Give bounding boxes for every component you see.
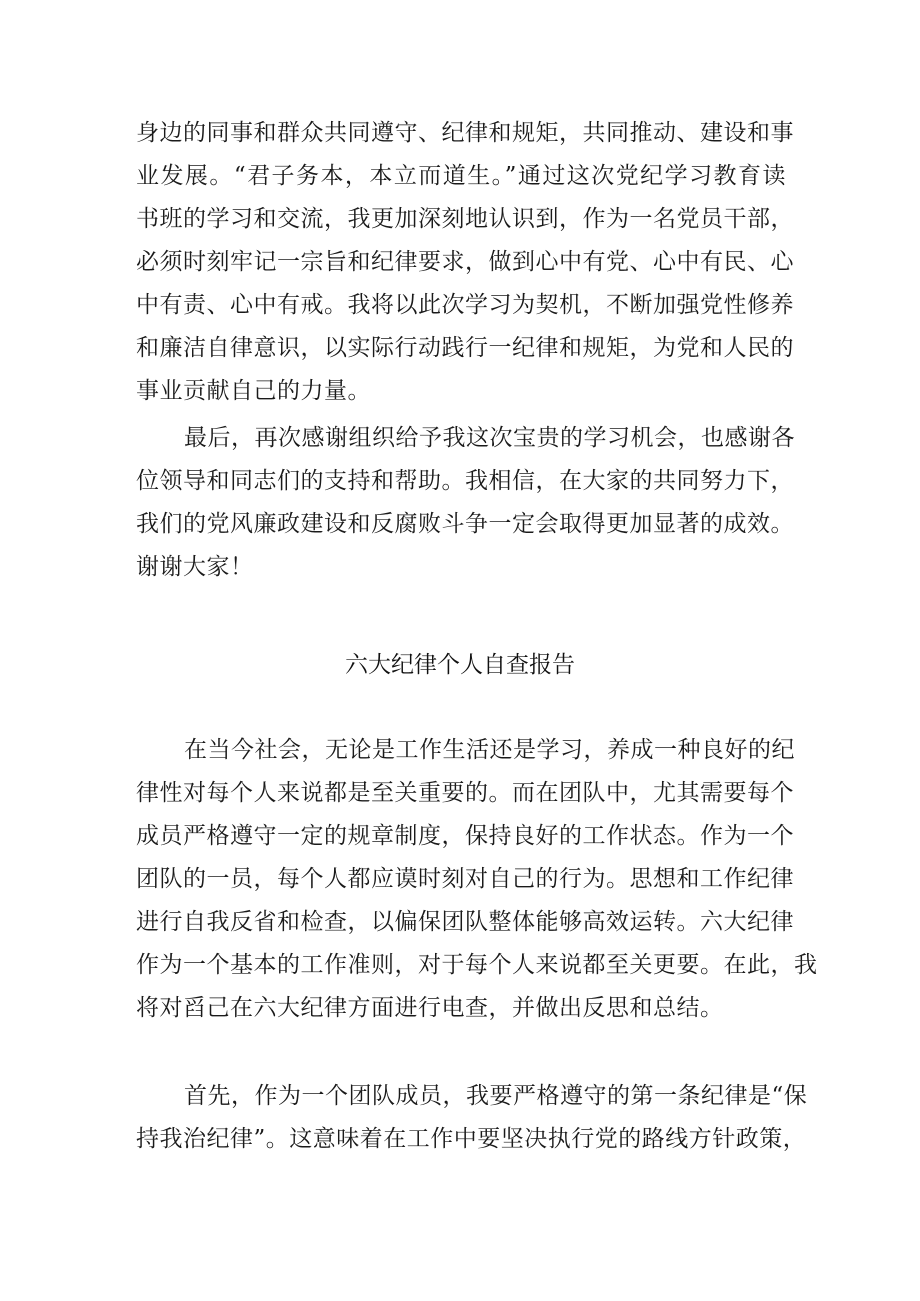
- paragraph-line: 事业贡献自己的力量。: [136, 378, 371, 404]
- paragraph-line: 首先，作为一个团队成员，我要严格遵守的第一条纪律是“保: [184, 1083, 808, 1109]
- paragraph-line: 团队的一员，每个人都应谟时刻对自己的行为。思想和工作纪律: [136, 866, 794, 892]
- paragraph-line: 作为一个基本的工作准则，对于每个人来说都至关更要。在此，我: [136, 952, 818, 978]
- paragraph-line: 书班的学习和交流，我更加深刻地认识到，作为一名党员干部，: [136, 206, 794, 232]
- paragraph-line: 成员严格遵守一定的规章制度，保持良好的工作状态。作为一个: [136, 823, 794, 849]
- paragraph-line: 进行自我反省和检查，以偏保团队整体能够高效运转。六大纪律: [136, 909, 794, 935]
- paragraph-line: 必须时刻牢记一宗旨和纪律要求，做到心中有党、心中有民、心: [136, 249, 794, 275]
- paragraph-line: 位领导和同志们的支持和帮助。我相信，在大家的共同努力下，: [136, 468, 794, 494]
- paragraph-line: 中有责、心中有戒。我将以此次学习为契机，不断加强党性修养: [136, 292, 794, 318]
- paragraph-line: 将对舀己在六大纪律方面进行电查，并做出反思和总结。: [136, 995, 724, 1021]
- section-title: 六大纪律个人自查报告: [345, 652, 575, 678]
- paragraph-line: 和廉洁自律意识，以实际行动践行一纪律和规矩，为党和人民的: [136, 335, 794, 361]
- paragraph-line: 身边的同事和群众共同遵守、纪律和规矩，共同推动、建设和事: [136, 120, 794, 146]
- paragraph-line: 最后，再次感谢组织给予我这次宝贵的学习机会，也感谢各: [184, 425, 795, 451]
- paragraph-line: 业发展。“君子务本，本立而道生。”通过这次党纪学习教育读: [136, 163, 786, 189]
- paragraph-line: 我们的党风廉政建设和反腐败斗争一定会取得更加显著的成效。: [136, 511, 794, 537]
- paragraph-line: 律性对每个人来说都是至关重要的。而在团队中，尤其需要每个: [136, 780, 794, 806]
- paragraph-line: 在当今社会，无论是工作生活还是学习，养成一种良好的纪: [184, 737, 795, 763]
- paragraph-line: 谢谢大家！: [136, 554, 254, 580]
- paragraph-line: 持我治纪律”。这意味着在工作中要坚决执行党的路线方针政策，: [136, 1126, 807, 1152]
